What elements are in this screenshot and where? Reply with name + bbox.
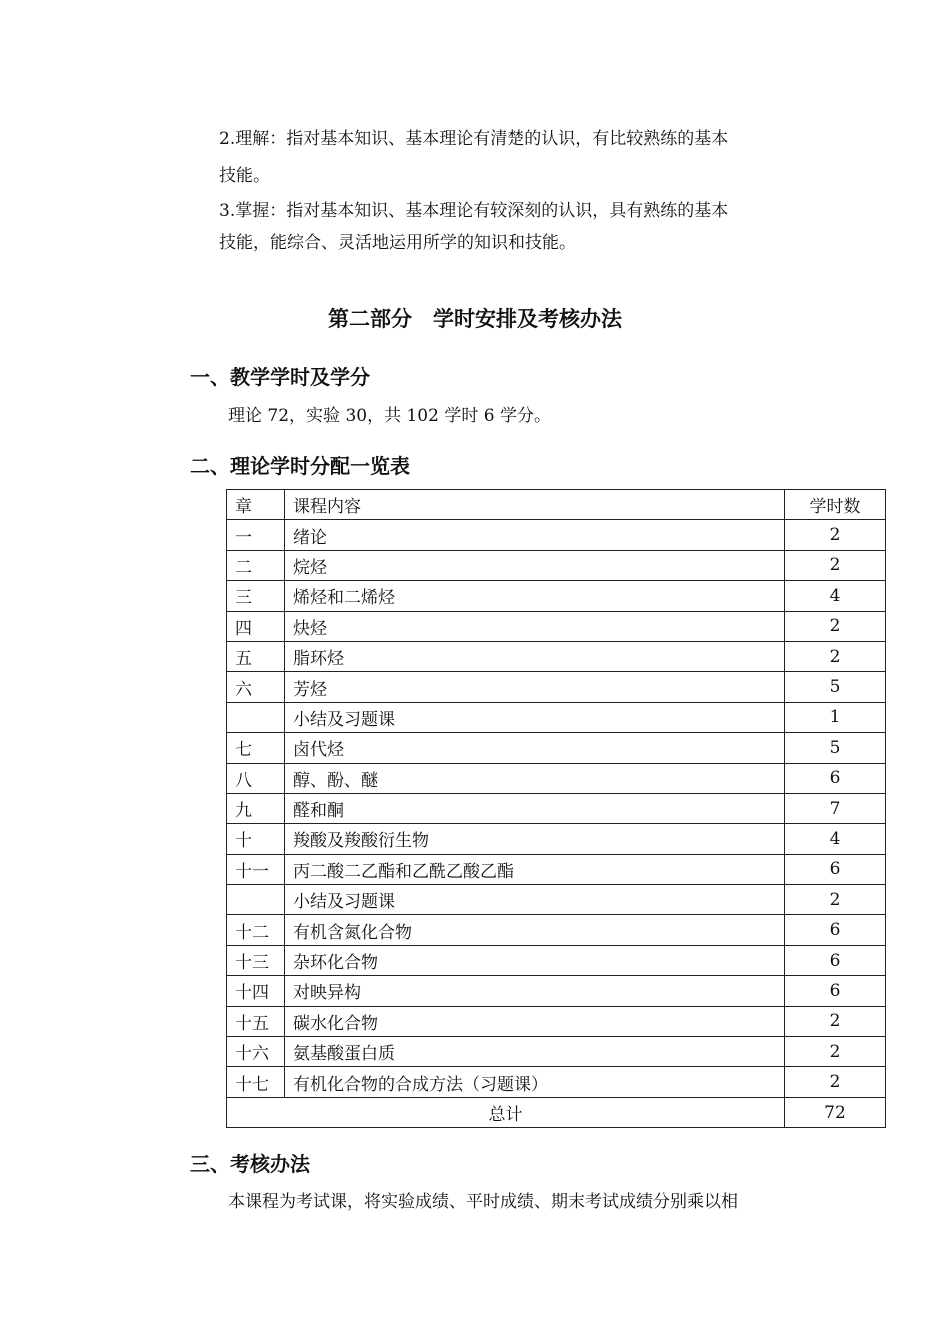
cell-chapter: 十六 — [227, 1037, 285, 1067]
cell-content: 碳水化合物 — [285, 1006, 785, 1036]
cell-content: 氨基酸蛋白质 — [285, 1037, 785, 1067]
section3-heading: 三、考核办法 — [190, 1152, 310, 1176]
cell-hours: 2 — [785, 1067, 886, 1097]
cell-hours: 4 — [785, 824, 886, 854]
cell-content: 醛和酮 — [285, 793, 785, 823]
cell-content: 芳烃 — [285, 672, 785, 702]
part-title: 第二部分 学时安排及考核办法 — [328, 307, 622, 331]
cell-chapter: 十四 — [227, 976, 285, 1006]
table-row — [227, 733, 886, 763]
cell-chapter — [227, 702, 285, 732]
cell-chapter: 四 — [227, 611, 285, 641]
section2-heading: 二、理论学时分配一览表 — [190, 454, 410, 478]
cell-hours: 1 — [785, 702, 886, 732]
cell-chapter: 十二 — [227, 915, 285, 945]
item2-line1: 2.理解：指对基本知识、基本理论有清楚的认识，有比较熟练的基本 — [219, 129, 729, 149]
table-row — [227, 1037, 886, 1067]
cell-hours: 2 — [785, 1037, 886, 1067]
cell-hours: 4 — [785, 581, 886, 611]
table-row — [227, 641, 886, 671]
cell-hours: 2 — [785, 885, 886, 915]
cell-content: 烷烃 — [285, 550, 785, 580]
cell-chapter: 十七 — [227, 1067, 285, 1097]
cell-hours: 2 — [785, 1006, 886, 1036]
cell-chapter: 八 — [227, 763, 285, 793]
cell-hours: 2 — [785, 550, 886, 580]
table-row — [227, 885, 886, 915]
table-row — [227, 611, 886, 641]
cell-hours: 6 — [785, 854, 886, 884]
table-row — [227, 976, 886, 1006]
section3-text: 本课程为考试课，将实验成绩、平时成绩、期末考试成绩分别乘以相 — [228, 1192, 738, 1212]
cell-hours: 2 — [785, 641, 886, 671]
table-row — [227, 581, 886, 611]
cell-content: 杂环化合物 — [285, 945, 785, 975]
cell-content: 丙二酸二乙酯和乙酰乙酸乙酯 — [285, 854, 785, 884]
cell-hours: 7 — [785, 793, 886, 823]
item2-line2: 技能。 — [219, 166, 270, 186]
cell-chapter: 二 — [227, 550, 285, 580]
table-row — [227, 763, 886, 793]
cell-chapter: 十 — [227, 824, 285, 854]
cell-hours: 6 — [785, 763, 886, 793]
total-value: 72 — [785, 1097, 886, 1127]
table-total-row — [227, 1097, 886, 1127]
table-row — [227, 824, 886, 854]
cell-hours: 6 — [785, 945, 886, 975]
cell-hours: 2 — [785, 611, 886, 641]
cell-chapter: 三 — [227, 581, 285, 611]
cell-hours: 6 — [785, 915, 886, 945]
cell-hours: 5 — [785, 672, 886, 702]
item3-line1: 3.掌握：指对基本知识、基本理论有较深刻的认识，具有熟练的基本 — [219, 201, 729, 221]
table-row — [227, 702, 886, 732]
cell-hours: 2 — [785, 520, 886, 550]
header-chapter: 章 — [227, 490, 285, 520]
item3-line2: 技能，能综合、灵活地运用所学的知识和技能。 — [219, 233, 576, 253]
cell-chapter: 六 — [227, 672, 285, 702]
cell-content: 炔烃 — [285, 611, 785, 641]
cell-chapter: 一 — [227, 520, 285, 550]
cell-chapter: 五 — [227, 641, 285, 671]
table-row — [227, 945, 886, 975]
cell-content: 羧酸及羧酸衍生物 — [285, 824, 785, 854]
table-header-row — [227, 490, 886, 520]
cell-chapter — [227, 885, 285, 915]
table-row — [227, 1006, 886, 1036]
cell-chapter: 七 — [227, 733, 285, 763]
cell-content: 绪论 — [285, 520, 785, 550]
cell-chapter: 九 — [227, 793, 285, 823]
table-row — [227, 520, 886, 550]
table-row — [227, 1067, 886, 1097]
cell-content: 小结及习题课 — [285, 702, 785, 732]
cell-hours: 5 — [785, 733, 886, 763]
cell-content: 脂环烃 — [285, 641, 785, 671]
table-row — [227, 854, 886, 884]
cell-chapter: 十三 — [227, 945, 285, 975]
cell-content: 对映异构 — [285, 976, 785, 1006]
header-hours: 学时数 — [785, 490, 886, 520]
hours-table — [226, 489, 886, 1128]
cell-content: 有机含氮化合物 — [285, 915, 785, 945]
cell-content: 小结及习题课 — [285, 885, 785, 915]
header-content: 课程内容 — [285, 490, 785, 520]
cell-content: 有机化合物的合成方法（习题课） — [285, 1067, 785, 1097]
table-row — [227, 793, 886, 823]
cell-content: 烯烃和二烯烃 — [285, 581, 785, 611]
section1-heading: 一、教学学时及学分 — [190, 365, 370, 389]
cell-chapter: 十五 — [227, 1006, 285, 1036]
cell-hours: 6 — [785, 976, 886, 1006]
cell-content: 醇、酚、醚 — [285, 763, 785, 793]
section1-text: 理论 72，实验 30，共 102 学时 6 学分。 — [228, 406, 551, 426]
table-row — [227, 550, 886, 580]
cell-chapter: 十一 — [227, 854, 285, 884]
table-row — [227, 915, 886, 945]
total-label: 总计 — [227, 1097, 785, 1127]
table-row — [227, 672, 886, 702]
cell-content: 卤代烃 — [285, 733, 785, 763]
